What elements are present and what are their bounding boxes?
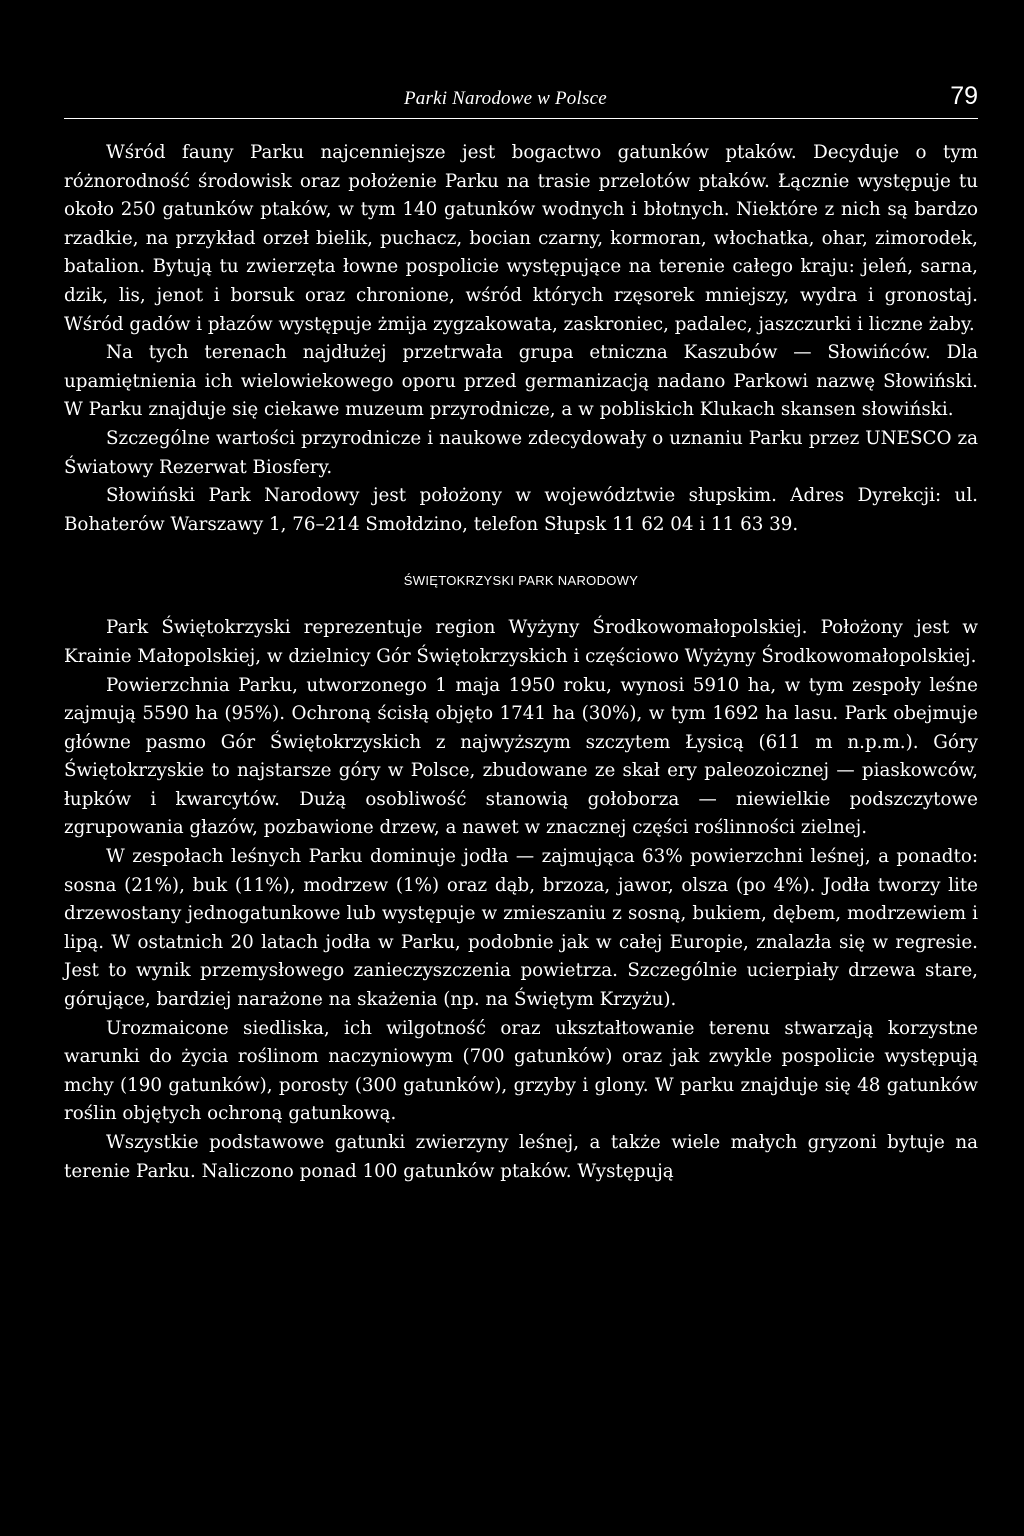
paragraph-region: Park Świętokrzyski reprezentuje region Wyżyny Środkowomałopolskiej. Położony jest w Krainie Małopolskiej, w dzielnicy Gór Świętokrzyskich i częściowo Wyżyny Środkowomałopolskiej. [64,617,978,667]
paragraph-fauna: Wśród fauny Parku najcenniejsze jest bogactwo gatunków ptaków. Decyduje o tym różnorodność środowisk oraz położenie Parku na trasie przelotów ptaków. Łącznie występuje tu około 250 gatunków ptaków, w tym 140 gatunków wodnych i błotnych. Niektóre z nich są bardzo rzadkie, na przykład orzeł bielik, puchacz, bocian czarny, kormoran, włochatka, ohar, zimorodek, batalion. Bytują tu zwierzęta łowne pospolicie występujące na terenie całego kraju: jeleń, sarna, dzik, lis, jenot i borsuk oraz chronione, wśród których rzęsorek mniejszy, wydra i gronostaj. Wśród gadów i płazów występuje żmija zygzakowata, zaskroniec, padalec, jaszczurki i liczne żaby. [64,142,978,335]
paragraph-unesco: Szczególne wartości przyrodnicze i naukowe zdecydowały o uznaniu Parku przez UNESCO za Światowy Rezerwat Biosfery. [64,427,978,478]
paragraph-area: Powierzchnia Parku, utworzonego 1 maja 1950 roku, wynosi 5910 ha, w tym zespoły leśne zajmują 5590 ha (95%). Ochroną ścisłą objęto 1741 ha (30%), w tym 1692 ha lasu. Park obejmuje główne pasmo Gór Świętokrzyskich z najwyższym szczytem Łysicą (611 m n.p.m.). Góry Świętokrzyskie to najstarsze góry w Polsce, zbudowane ze skał ery paleozoicznej — piaskowców, łupków i kwarcytów. Dużą osobliwość stanowią gołoborza — niewielkie podszczytowe zgrupowania głazów, pozbawione drzew, a nawet w znacznej części roślinności zielnej. [64,674,978,839]
page-number: 79 [950,82,978,110]
paragraph-forests: W zespołach leśnych Parku dominuje jodła — zajmująca 63% powierzchni leśnej, a ponadto: sosna (21%), buk (11%), modrzew (1%) oraz dąb, brzoza, jawor, olsza (po 4%). Jodła tworzy lite drzewostany jednogatunkowe lub występuje w zmieszaniu z sosną, bukiem, dębem, modrzewiem i lipą. W ostatnich 20 latach jodła w Parku, podobnie jak w całej Europie, znalazła się w regresie. Jest to wynik przemysłowego zanieczyszczenia powietrza. Szczególnie ucierpiały drzewa stare, górujące, bardziej narażone na skażenia (np. na Świętym Krzyżu). [64,846,978,1011]
book-page [64,84,978,1186]
page-header [64,84,978,119]
running-title: Parki Narodowe w Polsce [404,88,607,109]
paragraph-kaszubi: Na tych terenach najdłużej przetrwała grupa etniczna Kaszubów — Słowińców. Dla upamiętnienia ich wielowiekowego oporu przed germanizacją nadano Parkowi nazwę Słowiński. W Parku znajduje się ciekawe muzeum przyrodnicze, a w pobliskich Klukach skansen słowiński. [64,342,978,421]
paragraph-animals: Wszystkie podstawowe gatunki zwierzyny leśnej, a także wiele małych gryzoni bytuje na terenie Parku. Naliczono ponad 100 gatunków ptaków. Występują [64,1132,978,1182]
page-body [64,139,978,1186]
section-heading: ŚWIĘTOKRZYSKI PARK NARODOWY [403,573,639,589]
paragraph-habitats: Urozmaicone siedliska, ich wilgotność oraz ukształtowanie terenu stwarzają korzystne warunki do życia roślinom naczyniowym (700 gatunków) oraz jak zwykle pospolicie występują mchy (190 gatunków), porosty (300 gatunków), grzyby i glony. W parku znajduje się 48 gatunków roślin objętych ochroną gatunkową. [64,1017,978,1125]
paragraph-address: Słowiński Park Narodowy jest położony w województwie słupskim. Adres Dyrekcji: ul. Bohaterów Warszawy 1, 76–214 Smołdzino, telefon Słupsk 11 62 04 i 11 63 39. [64,485,978,535]
